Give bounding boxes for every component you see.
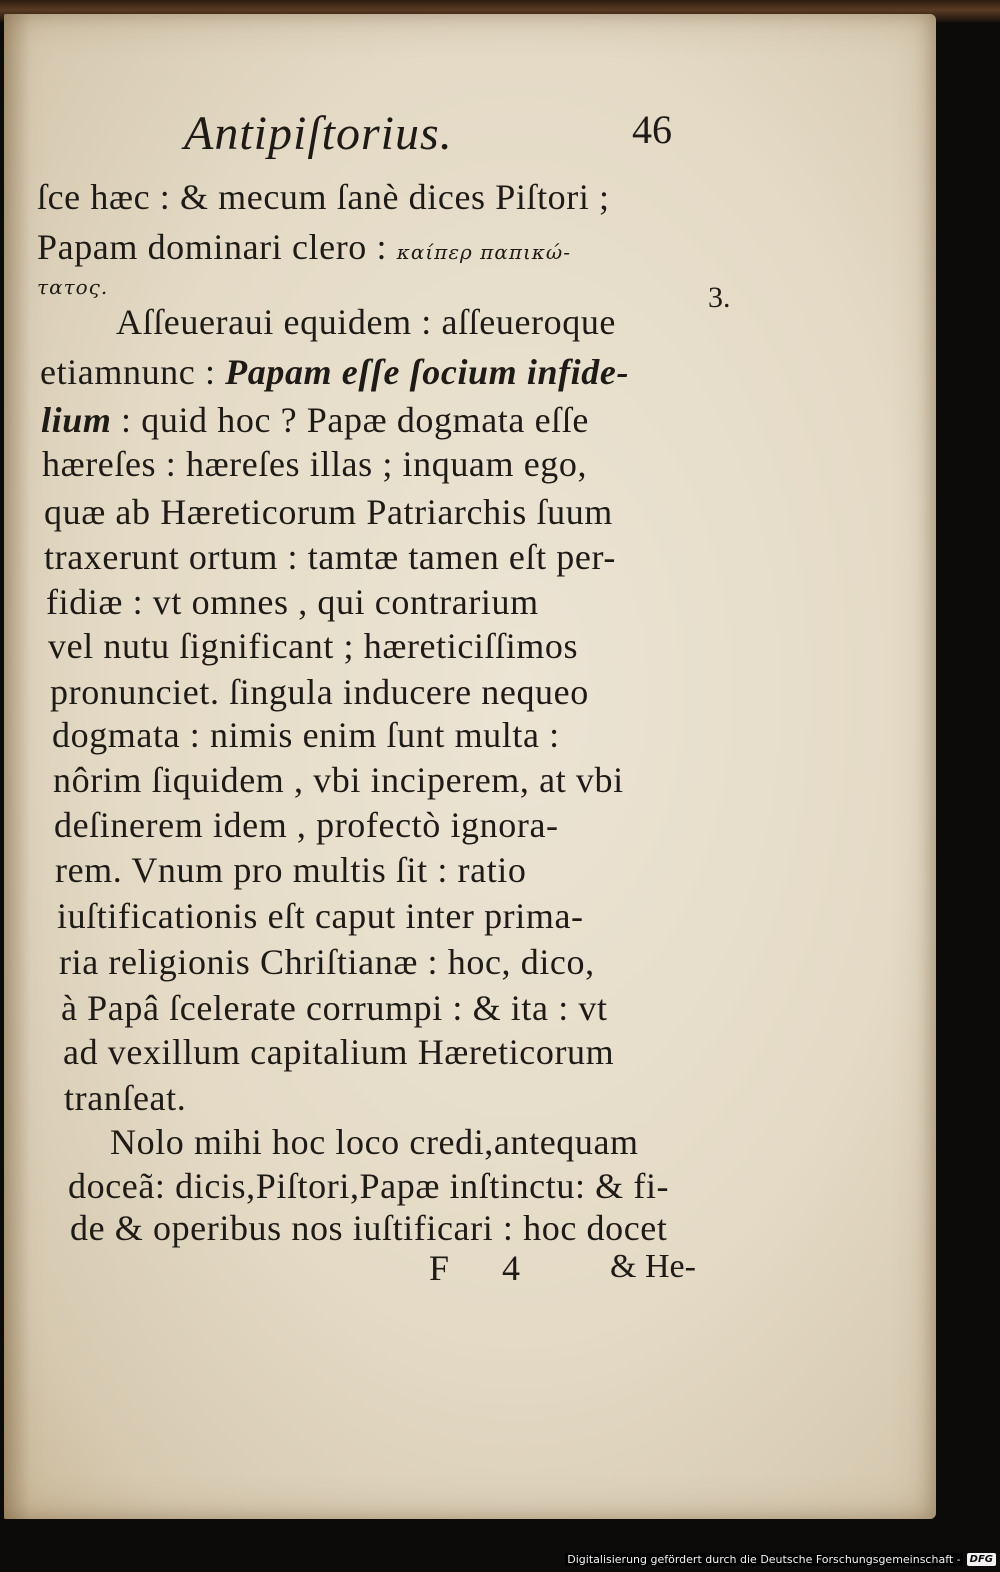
footer-credit-text: Digitalisierung gefördert durch die Deutsche Forschungsgemeinschaft - (567, 1552, 961, 1566)
signature-mark: F 4 (429, 1248, 543, 1288)
text-line-2 (37, 229, 571, 265)
margin-note: 3. (708, 281, 731, 314)
text-line-15: deſinerem idem , profectò ignora- (54, 805, 559, 845)
text-line-7: hæreſes : hæreſes illas ; inquam ego, (42, 444, 588, 484)
text-line-12: pronunciet. ſingula inducere nequeo (50, 672, 589, 712)
text-line-5-italic: Papam eſſe ſocium infide- (225, 352, 630, 392)
text-line-6-italic: lium (41, 400, 112, 440)
text-line-2-latin: Papam dominari clero : (37, 227, 388, 267)
text-line-5-roman: etiamnunc : (40, 352, 216, 392)
text-line-19: à Papâ ſcelerate corrumpi : & ita : vt (61, 988, 608, 1028)
text-line-13: dogmata : nimis enim ſunt multa : (52, 715, 560, 755)
text-line-20: ad vexillum capitalium Hæreticorum (63, 1032, 615, 1072)
dfg-logo: DFG (967, 1553, 996, 1566)
gutter-shadow (4, 14, 30, 1519)
text-line-5 (40, 354, 629, 390)
digitization-footer (565, 1550, 996, 1568)
text-line-22: Nolo mihi hoc loco credi,antequam (110, 1122, 639, 1162)
text-line-2-greek: καίπερ παπικώ- (396, 240, 571, 264)
text-line-10: fidiæ : vt omnes , qui contrarium (46, 582, 539, 622)
text-line-21: tranſeat. (64, 1078, 187, 1118)
book-page (4, 14, 936, 1519)
text-line-6-roman: : quid hoc ? Papæ dogmata eſſe (121, 400, 589, 440)
page-number: 46 (632, 107, 672, 152)
text-line-16: rem. Vnum pro multis ſit : ratio (55, 850, 527, 890)
text-line-1: ſce hæc : & mecum ſanè dices Piſtori ; (37, 177, 610, 217)
running-title: Antipiſtorius. (184, 107, 453, 160)
text-line-6 (41, 402, 589, 438)
text-line-24: de & operibus nos iuſtificari : hoc docet (70, 1208, 668, 1248)
text-line-18: ria religionis Chriſtianæ : hoc, dico, (59, 942, 595, 982)
catchword: & He- (610, 1248, 696, 1285)
text-line-9: traxerunt ortum : tamtæ tamen eſt per- (44, 537, 616, 577)
text-line-4: Aſſeueraui equidem : aſſeueroque (116, 302, 616, 342)
text-line-11: vel nutu ſignificant ; hæreticiſſimos (48, 626, 579, 666)
text-line-17: iuſtificationis eſt caput inter prima- (57, 896, 584, 936)
text-line-8: quæ ab Hæreticorum Patriarchis ſuum (44, 492, 613, 532)
text-line-23: doceã: dicis,Piſtori,Papæ inſtinctu: & fi- (68, 1166, 670, 1206)
text-line-14: nôrim ſiquidem , vbi inciperem, at vbi (53, 760, 624, 800)
text-line-3-greek: τατος. (37, 275, 109, 299)
